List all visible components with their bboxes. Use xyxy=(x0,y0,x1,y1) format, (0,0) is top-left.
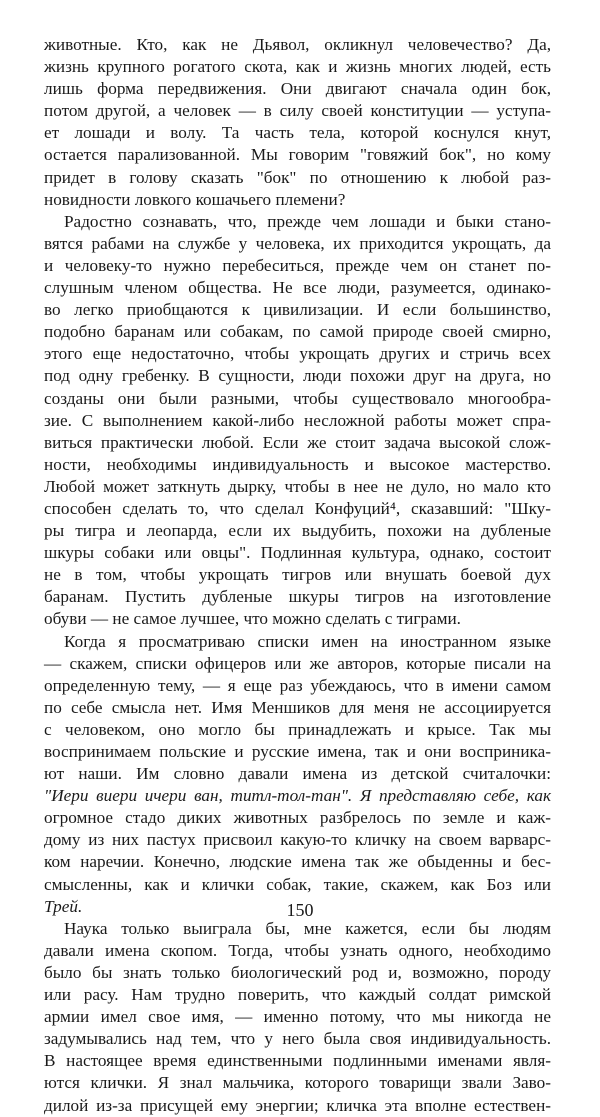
text-line: слушным членом общества. Не все люди, разумеется, одинако- xyxy=(44,278,551,298)
text-line: обуви — не самое лучшее, что можно сделать с тиграми. xyxy=(44,609,461,629)
text-line: животные. Кто, как не Дьявол, окликнул человечество? Да, xyxy=(44,35,551,54)
text-line: определенную тему, — я еще раз убеждаюсь, что в имени самом xyxy=(44,675,551,695)
paragraph-4 xyxy=(44,918,551,1117)
text-line: во легко приобщаются к цивилизации. И если большинство, xyxy=(44,300,551,320)
text-line: — скажем, списки офицеров или же авторов, которые писали на xyxy=(44,653,551,673)
text-line: смысленны, как и клички собак, такие, скажем, как Боз или xyxy=(44,874,551,894)
paragraph-3 xyxy=(44,631,551,918)
text-line: и человеку-то нужно перебеситься, прежде чем он станет по- xyxy=(44,255,551,275)
text-line: новидности ловкого кошачьего племени? xyxy=(44,189,346,209)
paragraph-2 xyxy=(44,211,551,631)
text-line: ет лошади и волу. Та часть тела, которой коснулся кнут, xyxy=(44,123,551,143)
text-line: Трей. xyxy=(44,896,83,916)
text-line: ры тигра и леопарда, если их выдубить, похожи на дубленые xyxy=(44,521,551,541)
text-line: Любой может заткнуть дырку, чтобы в нее не дуло, но мало кто xyxy=(44,476,551,496)
text-line: Радостно сознавать, что, прежде чем лошади и быки стано- xyxy=(64,211,551,231)
text-line: остается парализованной. Мы говорим "говяжий бок", но кому xyxy=(44,145,551,165)
text-line: было бы знать только биологический род и, возможно, породу xyxy=(44,962,551,982)
text-line: армии имел свое имя, — именно потому, что мы никогда не xyxy=(44,1007,551,1027)
text-line: ности, необходимы индивидуальность и высокое мастерство. xyxy=(44,454,551,474)
text-line: зие. С выполнением какой-либо несложной работы может спра- xyxy=(44,410,551,430)
text-line: подобно баранам или собакам, по самой природе своей смирно, xyxy=(44,322,551,342)
text-line: воспринимаем польские и русские имена, так и они восприника- xyxy=(44,742,551,761)
text-line: шкуры собаки или овцы". Подлинная культура, однако, состоит xyxy=(44,543,551,563)
body-text xyxy=(44,34,551,1117)
text-line: В настоящее время единственными подлинными именами явля- xyxy=(44,1051,551,1071)
text-line: ют наши. Им словно давали имена из детской считалочки: xyxy=(44,764,551,784)
text-line: Наука только выиграла бы, мне кажется, если бы людям xyxy=(64,918,551,938)
text-line: лишь форма передвижения. Они двигают сначала один бок, xyxy=(44,79,551,99)
text-line: по себе смысла нет. Имя Меншиков для меня не ассоциируется xyxy=(44,697,551,717)
text-line: потом другой, а человек — в силу своей конституции — уступа- xyxy=(44,101,551,121)
text-line: дому из них пастух присвоил какую-то кличку на своем варварс- xyxy=(44,830,551,850)
text-line: жизнь крупного рогатого скота, как и жизнь многих людей, есть xyxy=(44,57,551,77)
text-line: с человеком, оно могло бы принадлежать и крысе. Так мы xyxy=(44,719,551,739)
text-line: этого еще недостаточно, чтобы укрощать других и стричь всех xyxy=(44,344,551,364)
text-line: "Иери виери ичери ван, титл-тол-тан". Я представляю себе, как xyxy=(44,786,551,806)
text-line: виться практически любой. Если же стоит задача высокой слож- xyxy=(44,432,551,452)
text-line: ются клички. Я знал мальчика, которого товарищи звали Заво- xyxy=(44,1073,551,1093)
text-line: под одну гребенку. В сущности, люди похожи друг на друга, но xyxy=(44,366,551,386)
text-line: дилой из-за присущей ему энергии; кличка эта вполне естествен- xyxy=(44,1095,551,1115)
text-line: или расу. Нам трудно поверить, что каждый солдат римской xyxy=(44,985,551,1005)
text-line: вятся рабами на службе у человека, их приходится укрощать, да xyxy=(44,233,551,253)
text-line: не в том, чтобы укрощать тигров или внушать боевой дух xyxy=(44,565,551,585)
page-number: 150 xyxy=(286,900,314,920)
text-line: придет в голову сказать "бок" по отношению к любой раз- xyxy=(44,167,551,187)
paragraph-1 xyxy=(44,34,551,211)
text-line: давали имена скопом. Тогда, чтобы узнать одного, необходимо xyxy=(44,940,551,960)
text-line: созданы они были разными, чтобы существовало многообра- xyxy=(44,388,551,408)
text-line: способен сделать то, что сделал Конфуций⁴, сказавший: "Шку- xyxy=(44,498,551,518)
text-line: Когда я просматриваю списки имен на иностранном языке xyxy=(64,631,551,651)
text-line: ком наречии. Конечно, людские имена так же обыденны и бес- xyxy=(44,852,551,872)
text-line: задумывались над тем, что у него была своя индивидуальность. xyxy=(44,1029,551,1049)
text-line: огромное стадо диких животных разбрелось по земле и каж- xyxy=(44,808,551,828)
text-line: баранам. Пустить дубленые шкуры тигров на изготовление xyxy=(44,587,551,607)
